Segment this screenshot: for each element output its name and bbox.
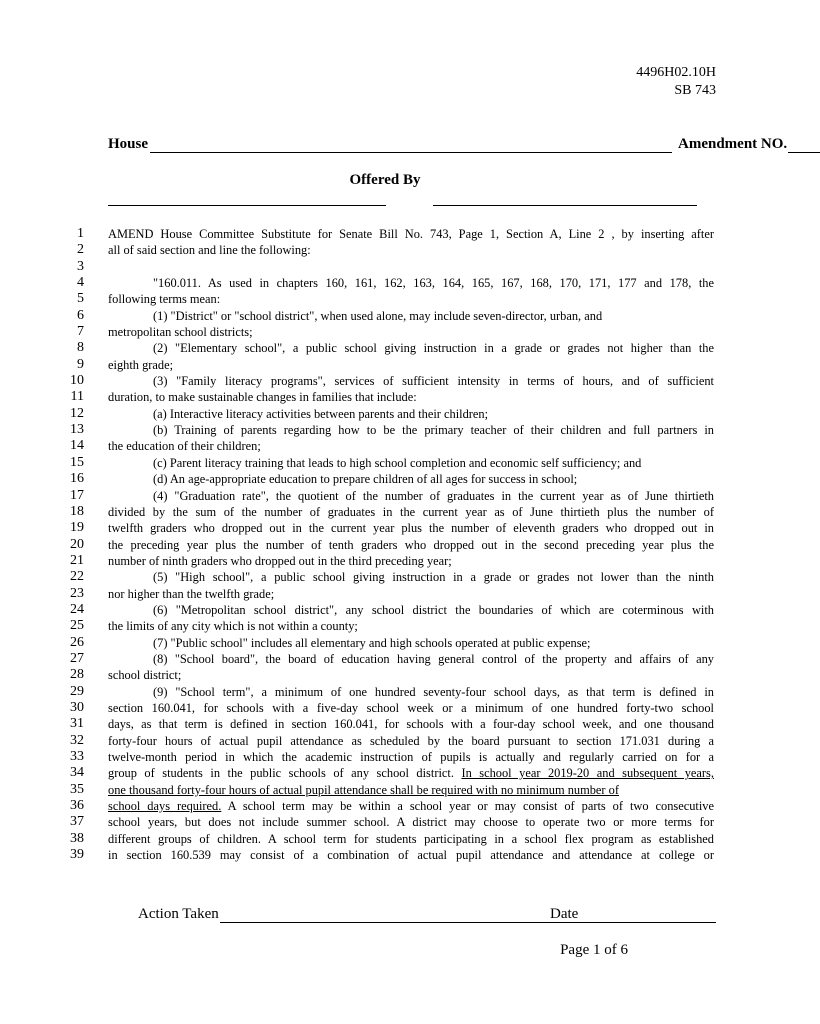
line-text-segment: (7) "Public school" includes all elementary and high schools operated at public expense; [153, 635, 591, 650]
line-text [108, 357, 714, 373]
line-text [153, 635, 714, 651]
line-number: 21 [70, 552, 84, 568]
text-line [0, 831, 770, 847]
line-text-segment: duration, to make sustainable changes in families that include: [108, 390, 417, 405]
line-text-segment: following terms mean: [108, 292, 221, 307]
line-text-segment: (c) Parent literacy training that leads to high school completion and economic self sufficiency; and [153, 455, 642, 470]
line-text-segment: A school term may be within a school year or may consist of parts of two consecutive [221, 799, 714, 814]
line-text [108, 242, 714, 258]
text-line [0, 716, 770, 732]
line-number: 2 [77, 242, 84, 258]
line-text [153, 684, 714, 700]
line-number: 17 [70, 487, 84, 503]
line-number: 5 [77, 291, 84, 307]
line-text-segment: (a) Interactive literacy activities between parents and their children; [153, 406, 489, 421]
amendment-number-label: Amendment NO. [678, 136, 788, 152]
text-line [0, 733, 770, 749]
line-text-segment: metropolitan school districts; [108, 325, 253, 340]
text-line [0, 275, 770, 291]
line-text [108, 226, 714, 242]
text-line [0, 488, 770, 504]
line-text-segment: forty-four hours of actual pupil attendance as scheduled by the board pursuant to section 171.031 during a [108, 733, 714, 748]
line-text-segment: (6) "Metropolitan school district", any school district the boundaries of which are coterminous with [153, 602, 714, 617]
text-line [0, 667, 770, 683]
line-text [108, 520, 714, 536]
line-text-segment: "160.011. As used in chapters 160, 161, 162, 163, 164, 165, 167, 168, 170, 171, 177 and 178, the [153, 276, 714, 291]
line-text-segment: group of students in the public schools of any school district. [108, 766, 462, 781]
text-line [0, 684, 770, 700]
line-text [153, 275, 714, 291]
line-text-segment: all of said section and line the following: [108, 243, 311, 258]
line-text [108, 700, 714, 716]
line-text [108, 847, 714, 863]
line-text [108, 798, 714, 814]
line-text-segment: days, as that term is defined in section 160.041, for schools with a four-day school week, and one thousand [108, 717, 714, 732]
line-number: 4 [77, 275, 84, 291]
text-line [0, 226, 770, 242]
text-line [0, 438, 770, 454]
line-text [153, 308, 714, 324]
house-blank-field [150, 152, 672, 153]
line-text [108, 324, 714, 340]
line-number: 9 [77, 356, 84, 372]
line-number: 14 [70, 438, 84, 454]
line-number: 25 [70, 618, 84, 634]
text-line [0, 651, 770, 667]
line-number: 18 [70, 503, 84, 519]
offered-by-signature-line-right [433, 205, 697, 206]
text-line [0, 602, 770, 618]
text-line [0, 324, 770, 340]
text-line [0, 782, 770, 798]
line-number: 23 [70, 585, 84, 601]
amendment-text-body [0, 226, 770, 863]
line-text-segment: (2) "Elementary school", a public school giving instruction in a grade or grades not higher than the [153, 341, 714, 356]
offered-by-signature-line-left [108, 205, 386, 206]
text-line [0, 455, 770, 471]
underlined-new-text: one thousand forty-four hours of actual pupil attendance shall be required with no minimum number of [108, 782, 619, 797]
line-text [153, 471, 714, 487]
line-number: 28 [70, 667, 84, 683]
amendment-number-blank [788, 152, 820, 153]
line-text-segment: (5) "High school", a public school giving instruction in a grade or grades not lower than the ninth [153, 570, 714, 585]
line-number: 26 [70, 634, 84, 650]
text-line [0, 700, 770, 716]
house-amendment-line [108, 136, 788, 158]
line-text-segment: (3) "Family literacy programs", services of sufficient intensity in terms of hours, and of sufficient [153, 374, 714, 389]
line-text-segment: in section 160.539 may consist of a combination of actual pupil attendance and attendance at college or [108, 848, 714, 863]
line-text [153, 340, 714, 356]
line-text [108, 438, 714, 454]
text-line [0, 471, 770, 487]
text-line [0, 291, 770, 307]
line-text-segment: twelve-month period in which the academic instruction of pupils is actually and regularly carried on for a [108, 750, 714, 764]
text-line [0, 618, 770, 634]
line-number: 37 [70, 814, 84, 830]
line-text [108, 814, 714, 830]
text-line [0, 340, 770, 356]
line-text-segment: (1) "District" or "school district", when used alone, may include seven-director, urban, and [153, 308, 603, 323]
line-text-segment: (9) "School term", a minimum of one hundred seventy-four school days, as that term is defined in [153, 684, 714, 699]
line-number: 8 [77, 340, 84, 356]
document-code: 4496H02.10H [636, 65, 716, 80]
line-text-segment: nor higher than the twelfth grade; [108, 586, 275, 601]
line-text-segment: (b) Training of parents regarding how to be the primary teacher of their children and full partners in [153, 423, 714, 438]
line-number: 35 [70, 781, 84, 797]
line-text [108, 782, 714, 798]
line-text [153, 455, 714, 471]
line-text [108, 553, 714, 569]
line-text [153, 406, 714, 422]
line-text-segment: divided by the sum of the number of graduates in the current year as of June thirtieth plus the number of [108, 504, 714, 519]
line-text-segment: (d) An age-appropriate education to prepare children of all ages for success in school; [153, 472, 578, 487]
line-number: 33 [70, 749, 84, 764]
text-line [0, 389, 770, 405]
line-number: 3 [77, 258, 84, 274]
line-text [153, 422, 714, 438]
line-text-segment: twelfth graders who dropped out in the current year plus the number of eleventh graders who dropped out in [108, 521, 714, 536]
text-line [0, 765, 770, 781]
line-text [108, 618, 714, 634]
line-text-segment: eighth grade; [108, 357, 174, 372]
action-taken-label: Action Taken [138, 906, 219, 922]
line-text-segment: the preceding year plus the number of tenth graders who dropped out in the second preceding year plus the [108, 537, 714, 552]
text-line [0, 422, 770, 438]
line-text [108, 389, 714, 405]
text-line [0, 520, 770, 536]
text-line [0, 537, 770, 553]
line-number: 34 [70, 765, 84, 781]
text-line [0, 569, 770, 585]
line-text [108, 537, 714, 553]
underlined-new-text: school days required. [108, 799, 222, 814]
line-text-segment: school district; [108, 668, 182, 683]
line-text-segment: school years, but does not include summer school. A district may choose to operate two or more terms for [108, 815, 714, 830]
line-number: 24 [70, 601, 84, 617]
text-line [0, 357, 770, 373]
line-text [153, 373, 714, 389]
offered-by-label: Offered By [349, 172, 421, 188]
line-text [108, 733, 714, 749]
line-text [108, 749, 714, 765]
text-line [0, 553, 770, 569]
line-number: 13 [70, 422, 84, 438]
text-line [0, 406, 770, 422]
action-taken-line [138, 906, 716, 926]
text-line [0, 635, 770, 651]
line-number: 1 [77, 226, 84, 241]
text-line [0, 242, 770, 258]
line-number: 19 [70, 520, 84, 536]
line-text [153, 569, 714, 585]
line-text-segment: (8) "School board", the board of education having general control of the property and affairs of any [153, 651, 714, 666]
date-label: Date [550, 906, 579, 922]
line-number: 32 [70, 732, 84, 748]
page-number: Page 1 of 6 [560, 942, 628, 958]
house-label: House [108, 136, 149, 152]
text-line [0, 814, 770, 830]
line-text-segment: section 160.041, for schools with a five-day school week or a minimum of one hundred forty-two school [108, 700, 714, 715]
line-number: 38 [70, 830, 84, 846]
line-text [153, 602, 714, 618]
line-number: 7 [77, 324, 84, 340]
line-number: 12 [70, 405, 84, 421]
line-number: 22 [70, 569, 84, 585]
text-line [0, 373, 770, 389]
line-number: 30 [70, 699, 84, 715]
line-text [153, 488, 714, 504]
line-number: 20 [70, 536, 84, 552]
line-number: 15 [70, 454, 84, 470]
bill-number: SB 743 [674, 83, 716, 98]
text-line [0, 504, 770, 520]
line-number: 36 [70, 798, 84, 814]
line-text [108, 716, 714, 732]
line-number: 16 [70, 471, 84, 487]
line-text-segment: the limits of any city which is not within a county; [108, 619, 358, 634]
text-line [0, 749, 770, 765]
text-line [0, 798, 770, 814]
line-text [153, 651, 714, 667]
underlined-new-text: In school year 2019-20 and subsequent years, [461, 766, 714, 781]
line-text [108, 765, 714, 781]
line-text [108, 667, 714, 683]
text-line [0, 586, 770, 602]
line-text-segment: the education of their children; [108, 439, 261, 454]
text-line [0, 259, 770, 275]
line-number: 6 [77, 307, 84, 323]
line-number: 39 [70, 847, 84, 863]
text-line [0, 308, 770, 324]
line-text [108, 586, 714, 602]
date-blank [582, 922, 716, 923]
line-text-segment: AMEND House Committee Substitute for Senate Bill No. 743, Page 1, Section A, Line 2 , by inserting after [108, 227, 714, 241]
line-number: 11 [70, 389, 84, 405]
line-text-segment: (4) "Graduation rate", the quotient of the number of graduates in the current year as of June thirtieth [153, 488, 714, 503]
line-text [108, 831, 714, 847]
line-text-segment: different groups of children. A school term for students participating in a school flex program as established [108, 831, 714, 846]
line-text [108, 504, 714, 520]
line-number: 27 [70, 650, 84, 666]
line-number: 29 [70, 683, 84, 699]
line-number: 10 [70, 373, 84, 389]
line-number: 31 [70, 716, 84, 732]
text-line [0, 847, 770, 863]
line-text-segment: number of ninth graders who dropped out in the third preceding year; [108, 553, 452, 568]
line-text [108, 291, 714, 307]
